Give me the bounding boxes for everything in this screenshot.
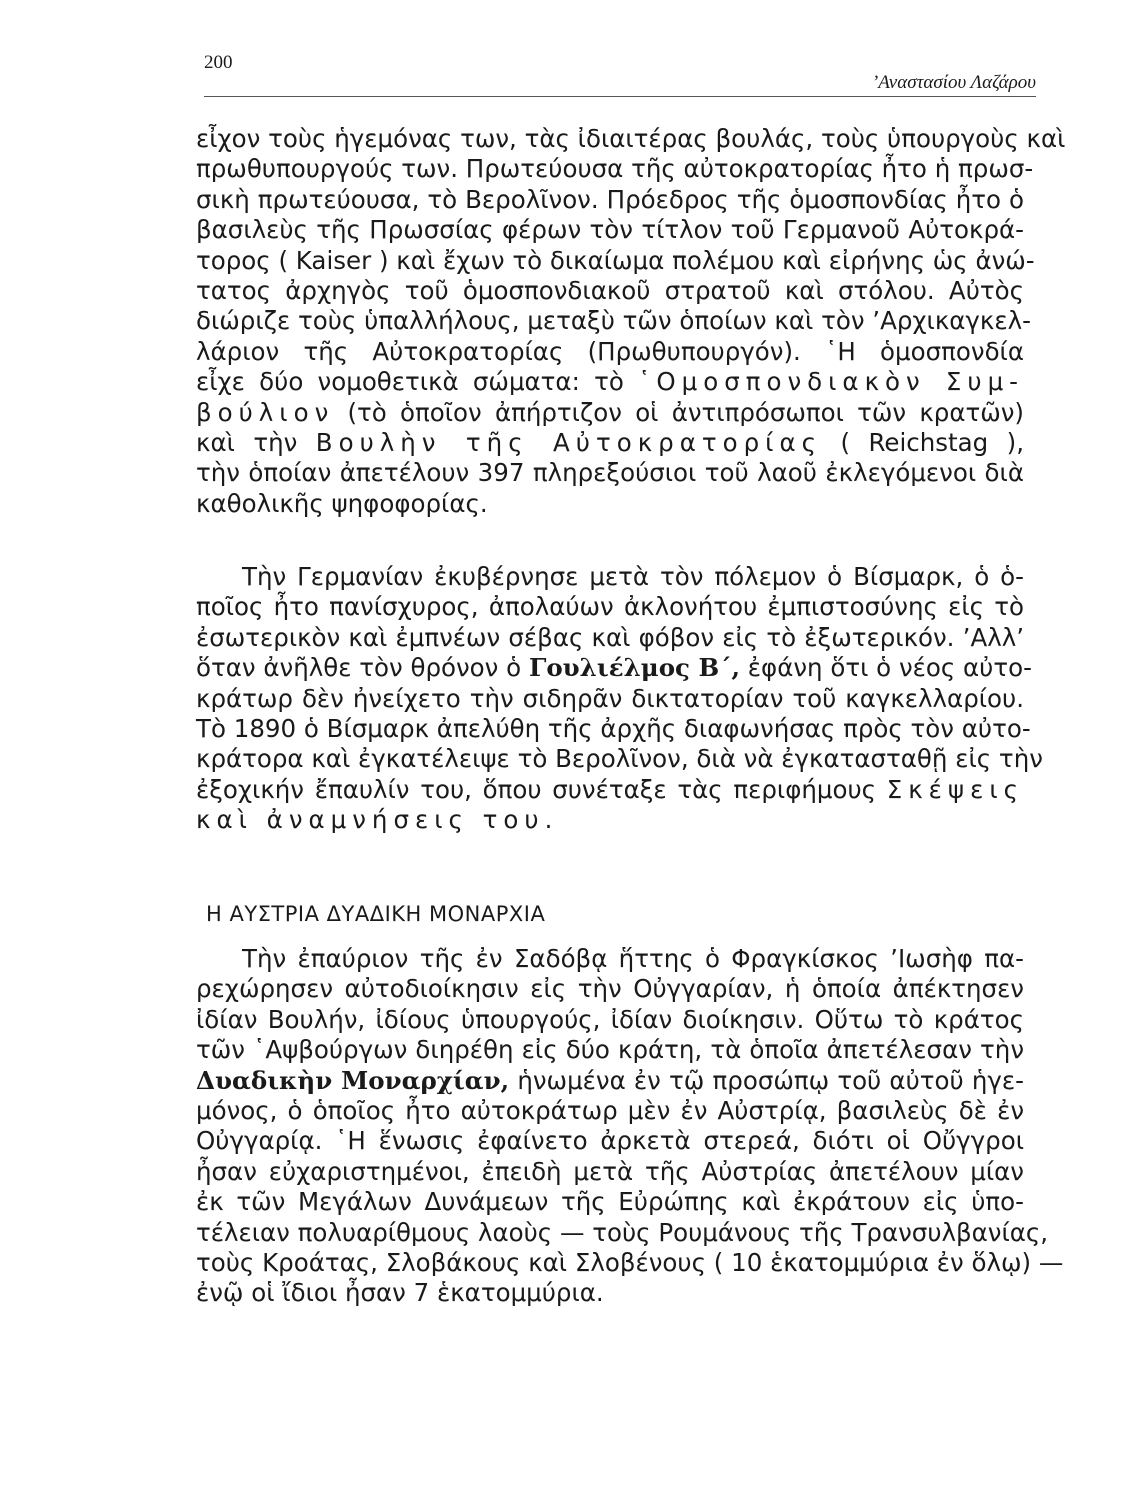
text-segment: ὅταν ἀνῆλθε τὸν θρόνον ὁ xyxy=(196,653,522,683)
spaced-term-continuation: βούλιον xyxy=(196,397,335,427)
text-line: ἐκ τῶν Μεγάλων Δυνάμεων τῆς Εὐρώπης καὶ ἐκράτουν εἰς ὑπο- xyxy=(196,1187,1024,1217)
text-line: κράτορα καὶ ἐγκατέλειψε τὸ Βερολῖνον, διὰ νὰ ἐγκατασταθῇ εἰς τὴν xyxy=(196,744,1043,774)
bold-term-wilhelm: Γουλιέλμος Β΄, xyxy=(528,653,740,683)
spaced-term-reichstag: Βουλὴν τῆς Αὐτοκρατορίας xyxy=(315,428,822,458)
paragraph-1 xyxy=(196,124,1066,519)
text-segment: ( Reichstag ), xyxy=(840,428,1024,458)
text-line xyxy=(196,428,1024,458)
text-segment: (τὸ ὁποῖον ἀπήρτιζον οἱ ἀντιπρόσωποι τῶν κρατῶν) xyxy=(347,397,1024,427)
text-line: τατος ἀρχηγὸς τοῦ ὁμοσπονδιακοῦ στρατοῦ καὶ στόλου. Αὐτὸς xyxy=(196,276,1024,306)
text-segment: καὶ τὴν xyxy=(196,428,298,458)
text-line: Οὐγγαρίᾳ. ῾Η ἕνωσις ἐφαίνετο ἀρκετὰ στερεά, διότι οἱ Οὔγγροι xyxy=(196,1126,1024,1156)
text-line: πρωθυπουργούς των. Πρωτεύουσα τῆς αὐτοκρατορίας ἦτο ἡ πρωσ- xyxy=(196,154,1034,184)
text-line: τῶν ῾Αψβούργων διηρέθη εἰς δύο κράτη, τὰ ὁποῖα ἀπετέλεσαν τὴν xyxy=(196,1035,1024,1065)
paragraph-3 xyxy=(196,944,1064,1309)
text-line: ρεχώρησεν αὐτοδιοίκησιν εἰς τὴν Οὐγγαρίαν, ἡ ὁποία ἀπέκτησεν xyxy=(196,974,1024,1004)
text-line xyxy=(196,775,1024,805)
text-line: ἐσωτερικὸν καὶ ἐμπνέων σέβας καὶ φόβον εἰς τὸ ἐξωτερικόν. ’Αλλ’ xyxy=(196,622,1024,652)
header-rule xyxy=(204,96,1036,97)
text-line: εἶχον τοὺς ἡγεμόνας των, τὰς ἰδιαιτέρας βουλάς, τοὺς ὑπουργοὺς καὶ xyxy=(196,124,1066,153)
text-line: σικὴ πρωτεύουσα, τὸ Βερολῖνον. Πρόεδρος τῆς ὁμοσπονδίας ἦτο ὁ xyxy=(196,184,1024,214)
text-line xyxy=(196,1066,1024,1096)
text-line: ἐνῷ οἱ ἴδιοι ἦσαν 7 ἑκατομμύρια. xyxy=(196,1278,604,1308)
text-line: ἰδίαν Βουλήν, ἰδίους ὑπουργούς, ἰδίαν διοίκησιν. Οὕτω τὸ κράτος xyxy=(196,1004,1024,1034)
text-line: διώριζε τοὺς ὑπαλλήλους, μεταξὺ τῶν ὁποίων καὶ τὸν ’Αρχικαγκελ- xyxy=(196,306,1031,336)
page-number: 200 xyxy=(204,52,233,73)
text-line: κράτωρ δὲν ἠνείχετο τὴν σιδηρᾶν δικτατορίαν τοῦ καγκελλαρίου. xyxy=(196,683,1024,713)
text-line: λάριον τῆς Αὐτοκρατορίας (Πρωθυπουργόν). ῾Η ὁμοσπονδία xyxy=(196,336,1024,366)
text-segment: ἐφάνη ὅτι ὁ νέος αὐτο- xyxy=(747,653,1032,683)
text-line: ἦσαν εὐχαριστημένοι, ἐπειδὴ μετὰ τῆς Αὐστρίας ἀπετέλουν μίαν xyxy=(196,1156,1024,1186)
text-line: μόνος, ὁ ὁποῖος ἦτο αὐτοκράτωρ μὲν ἐν Αὐστρίᾳ, βασιλεὺς δὲ ἐν xyxy=(196,1096,1024,1126)
text-line: τοὺς Κροάτας, Σλοβάκους καὶ Σλοβένους ( 10 ἑκατομμύρια ἐν ὅλῳ) — xyxy=(196,1248,1064,1278)
text-line xyxy=(196,653,1032,683)
spaced-term-memoirs: Σκέψεις xyxy=(886,774,1024,804)
spaced-term-federal-council: ῾Ομοσπονδιακὸν Συμ- xyxy=(638,367,1025,397)
section-heading: Η ΑΥΣΤΡΙΑ ΔΥΑΔΙΚΗ ΜΟΝΑΡΧΙΑ xyxy=(206,902,546,926)
text-segment: ἡνωμένα ἐν τῷ προσώπῳ τοῦ αὐτοῦ ἡγε- xyxy=(517,1065,1024,1095)
text-line: καθολικῆς ψηφοφορίας. xyxy=(196,488,488,518)
text-line: τέλειαν πολυαρίθμους λαοὺς — τοὺς Ρουμάνους τῆς Τρανσυλβανίας, xyxy=(196,1217,1049,1247)
text-line xyxy=(196,398,1024,428)
text-line: Τὴν Γερμανίαν ἐκυβέρνησε μετὰ τὸν πόλεμον ὁ Βίσμαρκ, ὁ ὁ- xyxy=(242,562,1024,591)
text-line xyxy=(196,367,1024,397)
text-line: Τὴν ἐπαύριον τῆς ἐν Σαδόβᾳ ἥττης ὁ Φραγκίσκος ’Ιωσὴφ πα- xyxy=(242,944,1024,973)
text-line: Τὸ 1890 ὁ Βίσμαρκ ἀπελύθη τῆς ἀρχῆς διαφωνήσας πρὸς τὸν αὐτο- xyxy=(196,714,1031,744)
text-line: ποῖος ἦτο πανίσχυρος, ἀπολαύων ἀκλονήτου ἐμπιστοσύνης εἰς τὸ xyxy=(196,592,1024,622)
text-line: τὴν ὁποίαν ἀπετέλουν 397 πληρεξούσιοι τοῦ λαοῦ ἐκλεγόμενοι διὰ xyxy=(196,458,1024,488)
text-segment: ἐξοχικήν ἔπαυλίν του, ὅπου συνέταξε τὰς περιφήμους xyxy=(196,774,877,804)
text-line: βασιλεὺς τῆς Πρωσσίας φέρων τὸν τίτλον τοῦ Γερμανοῦ Αὐτοκρά- xyxy=(196,215,1024,245)
text-line: καὶ ἀναμνήσεις του. xyxy=(196,805,559,835)
text-segment: εἶχε δύο νομοθετικὰ σώματα: τὸ xyxy=(196,367,624,397)
paragraph-2 xyxy=(196,562,1043,836)
text-line: τορος ( Kaiser ) καὶ ἔχων τὸ δικαίωμα πολέμου καὶ εἰρήνης ὡς ἀνώ- xyxy=(196,245,1035,275)
bold-term-dual-monarchy: Δυαδικὴν Μοναρχίαν, xyxy=(196,1065,510,1095)
running-head-author: ’Αναστασίου Λαζάρου xyxy=(871,72,1036,93)
